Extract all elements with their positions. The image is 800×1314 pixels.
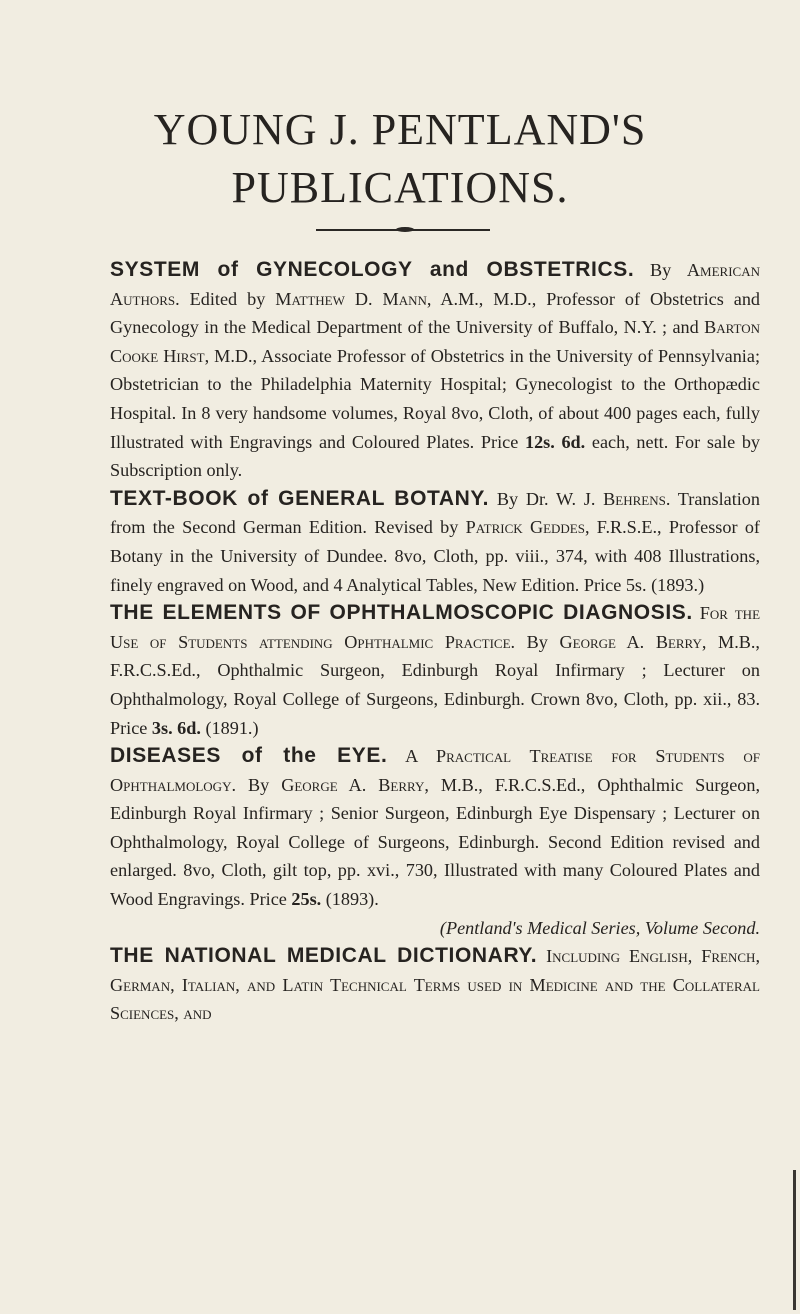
scan-edge-mark	[793, 1170, 796, 1310]
entry-heading: THE NATIONAL MEDICAL DICTIONARY.	[110, 944, 538, 968]
entry-subtitle: Including English, French, German, Italian, and Latin Technical Terms used in Medicine and the Collateral Sciences, and	[110, 946, 760, 1024]
entry-author: Behrens.	[603, 488, 671, 509]
publication-entry-dictionary	[110, 942, 760, 1028]
entry-text: M.B., F.R.C.S.Ed., Ophthalmic Surgeon, Edinburgh Royal Infirmary ; Lecturer on Ophthalmology, Royal College of Surgeons, Edinburgh. Crown 8vo, Cloth, pp. xii., 83. Price	[110, 631, 760, 738]
publication-entry-botany	[110, 485, 760, 599]
entry-author: Barton Cooke Hirst,	[110, 317, 760, 366]
entry-text: By	[634, 260, 687, 280]
entry-text: By Dr. W. J.	[489, 488, 604, 509]
publication-list	[110, 256, 760, 1028]
publication-entry-eye-diseases	[110, 742, 760, 942]
entry-text: By	[236, 774, 282, 795]
entry-price: 3s. 6d.	[151, 717, 201, 738]
entry-text: Edited by	[179, 288, 276, 309]
entry-series-note: (Pentland's Medical Series, Volume Second.	[439, 917, 760, 938]
entry-heading: SYSTEM of GYNECOLOGY and OBSTETRICS.	[110, 258, 635, 281]
entry-text: F.R.S.E., Professor of Botany in the University of Dundee. 8vo, Cloth, pp. viii., 374, with 408 Illustrations, finely engraved on Wood, and 4 Analytical Tables, New Edition. Price	[110, 517, 760, 595]
entry-text: M.B., F.R.C.S.Ed., Ophthalmic Surgeon, Edinburgh Royal Infirmary ; Senior Surgeon, Edinburgh Eye Dispensary ; Lecturer on Ophthalmology, Royal College of Surgeons, Edinburgh. Second Edition revised and enlarged. 8vo, Cloth, gilt top, pp. xvi., 730, Illustrated with many Coloured Plates and Wood Engravings. Price	[110, 774, 761, 910]
entry-text: By	[515, 631, 560, 652]
entry-text: A	[387, 746, 436, 767]
page-title-line-2: PUBLICATIONS.	[231, 163, 569, 212]
entry-heading: THE ELEMENTS OF OPHTHALMOSCOPIC DIAGNOSIS.	[110, 601, 693, 625]
entry-author: George A. Berry,	[281, 774, 429, 795]
entry-price: 25s.	[291, 889, 322, 910]
entry-price: 5s.	[625, 574, 647, 595]
entry-text: Translation from the Second German Edition. Revised by	[110, 488, 760, 538]
entry-text: (1891.)	[200, 717, 259, 738]
entry-text: each, nett. For sale by Subscription only.	[110, 431, 761, 481]
entry-heading: TEXT-BOOK of GENERAL BOTANY.	[110, 486, 490, 510]
rule-ornament-icon	[396, 227, 414, 232]
entry-subtitle: For the Use of Students attending Ophthalmic Practice.	[110, 603, 761, 652]
entry-price: 12s. 6d.	[524, 431, 586, 452]
entry-text: M.D., Associate Professor of Obstetrics in the University of Pennsylvania; Obstetrician to the Philadelphia Maternity Hospital; Gynecologist to the Orthopædic Hospital. In 8 very handsome volumes, Royal 8vo, Cloth, of about 400 pages each, fully Illustrated with Engravings and Coloured Plates. Price	[110, 345, 760, 452]
entry-text: (1893.)	[646, 574, 705, 595]
entry-subtitle: Practical Treatise for Students of Ophthalmology.	[110, 746, 760, 795]
publication-entry-gynecology	[110, 256, 760, 485]
entry-author: George A. Berry,	[559, 631, 707, 652]
publication-entry-ophthalmoscopic	[110, 599, 760, 742]
entry-text	[693, 603, 700, 623]
entry-author: Patrick Geddes,	[465, 517, 590, 538]
entry-text: American Authors.	[110, 260, 760, 309]
entry-text: A.M., M.D., Professor of Obstetrics and Gynecology in the Medical Department of the University of Buffalo, N.Y. ; and	[110, 288, 761, 338]
entry-text: (1893).	[321, 889, 379, 910]
entry-heading: DISEASES of the EYE.	[110, 744, 388, 768]
entry-author: Matthew D. Mann,	[275, 288, 432, 309]
entry-text	[537, 946, 546, 966]
page-title-line-1: YOUNG J. PENTLAND'S	[153, 105, 647, 154]
